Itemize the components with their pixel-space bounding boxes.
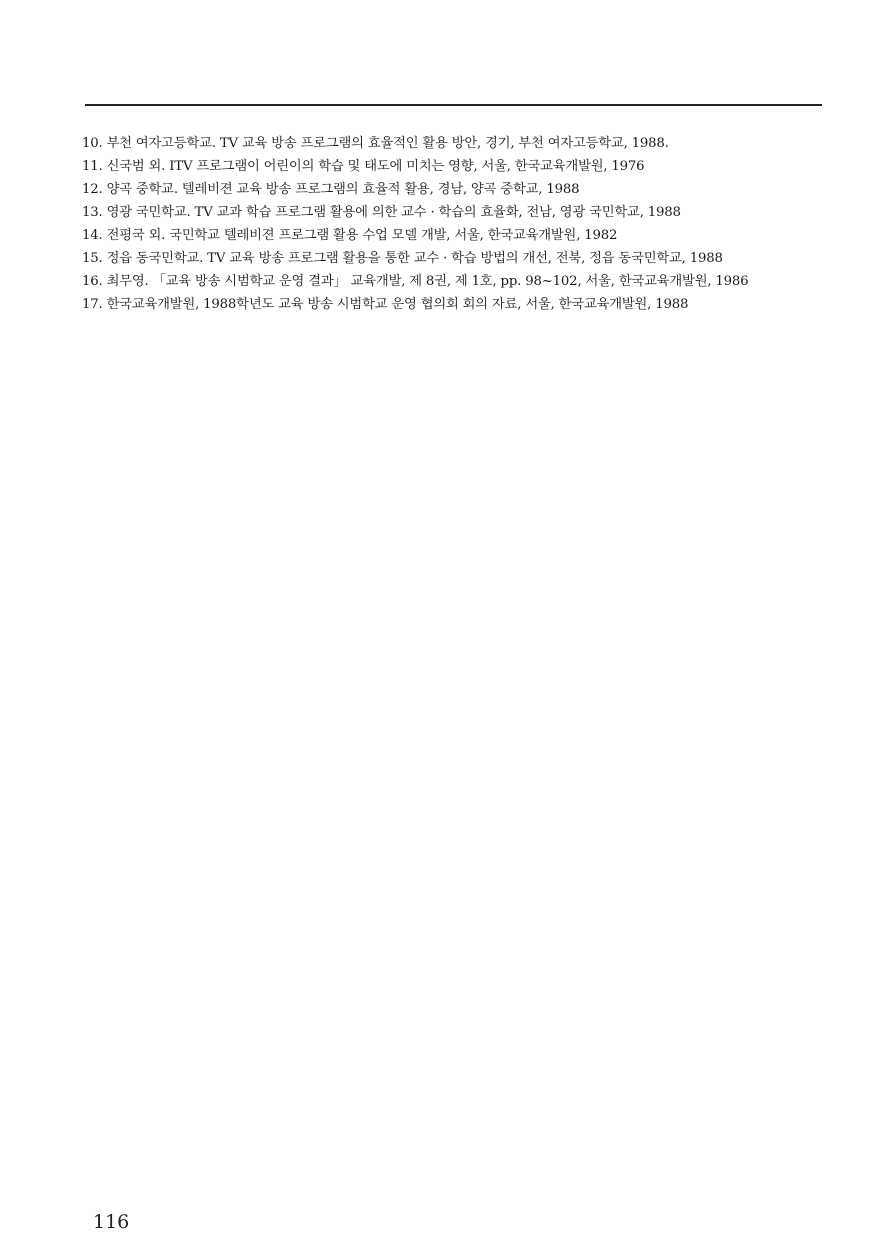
reference-number: 16. (82, 274, 103, 289)
reference-item (82, 224, 822, 247)
reference-number: 12. (82, 182, 103, 197)
reference-number: 17. (82, 297, 103, 312)
reference-text: 최무영. 「교육 방송 시범학교 운영 결과」 교육개발, 제 8권, 제 1호, pp. 98~102, 서울, 한국교육개발원, 1986 (106, 274, 749, 289)
reference-text: 신국범 외. ITV 프로그램이 어린이의 학습 및 태도에 미치는 영향, 서울, 한국교육개발원, 1976 (106, 159, 645, 174)
reference-item (82, 201, 822, 224)
reference-text: 부천 여자고등학교. TV 교육 방송 프로그램의 효율적인 활용 방안, 경기, 부천 여자고등학교, 1988. (106, 136, 669, 151)
reference-item (82, 293, 822, 316)
page-number: 116 (93, 1211, 130, 1233)
reference-text: 전평국 외. 국민학교 텔레비젼 프로그램 활용 수업 모델 개발, 서울, 한국교육개발원, 1982 (106, 228, 618, 243)
reference-item (82, 132, 822, 155)
reference-number: 10. (82, 136, 103, 151)
reference-item (82, 178, 822, 201)
reference-number: 11. (82, 159, 103, 174)
reference-number: 13. (82, 205, 103, 220)
reference-number: 15. (82, 251, 103, 266)
reference-text: 정읍 동국민학교. TV 교육 방송 프로그램 활용을 통한 교수 · 학습 방법의 개선, 전북, 정읍 동국민학교, 1988 (106, 251, 723, 266)
reference-item (82, 247, 822, 270)
reference-list (82, 132, 822, 316)
reference-text: 한국교육개발원, 1988학년도 교육 방송 시범학교 운영 협의회 회의 자료, 서울, 한국교육개발원, 1988 (106, 297, 689, 312)
reference-text: 양곡 중학교. 텔레비젼 교육 방송 프로그램의 효율적 활용, 경남, 양곡 중학교, 1988 (106, 182, 580, 197)
reference-item (82, 270, 822, 293)
reference-item (82, 155, 822, 178)
header-rule (85, 104, 822, 106)
reference-text: 영광 국민학교. TV 교과 학습 프로그램 활용에 의한 교수 · 학습의 효율화, 전남, 영광 국민학교, 1988 (106, 205, 681, 220)
reference-number: 14. (82, 228, 103, 243)
